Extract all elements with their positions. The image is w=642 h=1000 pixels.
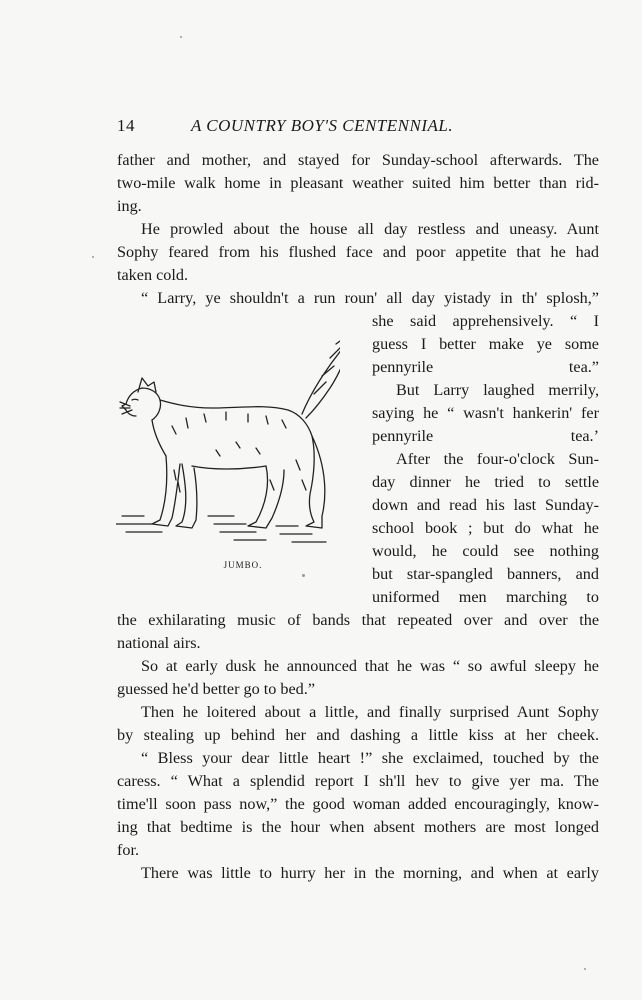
text-line: pennyrile tea.’	[372, 427, 599, 445]
text-line: guess I better make ye some	[372, 335, 599, 353]
text-line: would, he could see nothing	[372, 542, 599, 560]
text-line: ing that bedtime is the hour when absent mothers are most longed	[117, 818, 599, 836]
text-line: But Larry laughed merrily,	[396, 381, 599, 399]
scan-speck	[302, 574, 305, 577]
figure-caption: JUMBO.	[223, 560, 263, 570]
text-line: for.	[117, 841, 140, 859]
text-line: she said apprehensively. “ I	[372, 312, 599, 330]
text-line: After the four-o'clock Sun-	[396, 450, 599, 468]
running-title: A COUNTRY BOY'S CENTENNIAL.	[190, 116, 454, 135]
text-line: So at early dusk he announced that he was “ so awful sleepy he	[141, 657, 599, 675]
text-line: guessed he'd better go to bed.”	[117, 680, 316, 698]
scan-speck	[584, 968, 586, 970]
text-line: Sophy feared from his flushed face and poor appetite that he had	[117, 243, 599, 261]
text-line: Then he loitered about a little, and finally surprised Aunt Sophy	[141, 703, 599, 721]
text-line: There was little to hurry her in the morning, and when at early	[141, 864, 599, 882]
scan-speck	[180, 36, 182, 38]
text-line: He prowled about the house all day restless and uneasy. Aunt	[141, 220, 599, 238]
text-line: uniformed men marching to	[372, 588, 599, 606]
text-line: day dinner he tried to settle	[372, 473, 599, 491]
text-line: “ Bless your dear little heart !” she exclaimed, touched by the	[141, 749, 599, 767]
text-line: but star-spangled banners, and	[372, 565, 599, 583]
text-line: “ Larry, ye shouldn't a run roun' all day yistady in th' splosh,”	[141, 289, 599, 307]
text-line: saying he “ wasn't hankerin' fer	[372, 404, 599, 422]
text-line: by stealing up behind her and dashing a little kiss at her cheek.	[117, 726, 599, 744]
text-line: ing.	[117, 197, 142, 215]
text-line: father and mother, and stayed for Sunday-school afterwards. The	[117, 151, 599, 169]
text-line: national airs.	[117, 634, 201, 652]
scan-speck	[92, 256, 94, 258]
running-header	[117, 116, 499, 140]
text-line: two-mile walk home in pleasant weather suited him better than rid-	[117, 174, 599, 192]
text-line: time'll soon pass now,” the good woman added encouragingly, know-	[117, 795, 599, 813]
text-line: the exhilarating music of bands that repeated over and over the	[117, 611, 599, 629]
text-line: school book ; but do what he	[372, 519, 599, 537]
text-line: caress. “ What a splendid report I sh'll hev to give yer ma. The	[117, 772, 599, 790]
text-line: taken cold.	[117, 266, 189, 284]
text-line: pennyrile tea.”	[372, 358, 599, 376]
cat-illustration	[116, 330, 340, 550]
page-number: 14	[117, 116, 135, 135]
text-line: down and read his last Sunday-	[372, 496, 599, 514]
